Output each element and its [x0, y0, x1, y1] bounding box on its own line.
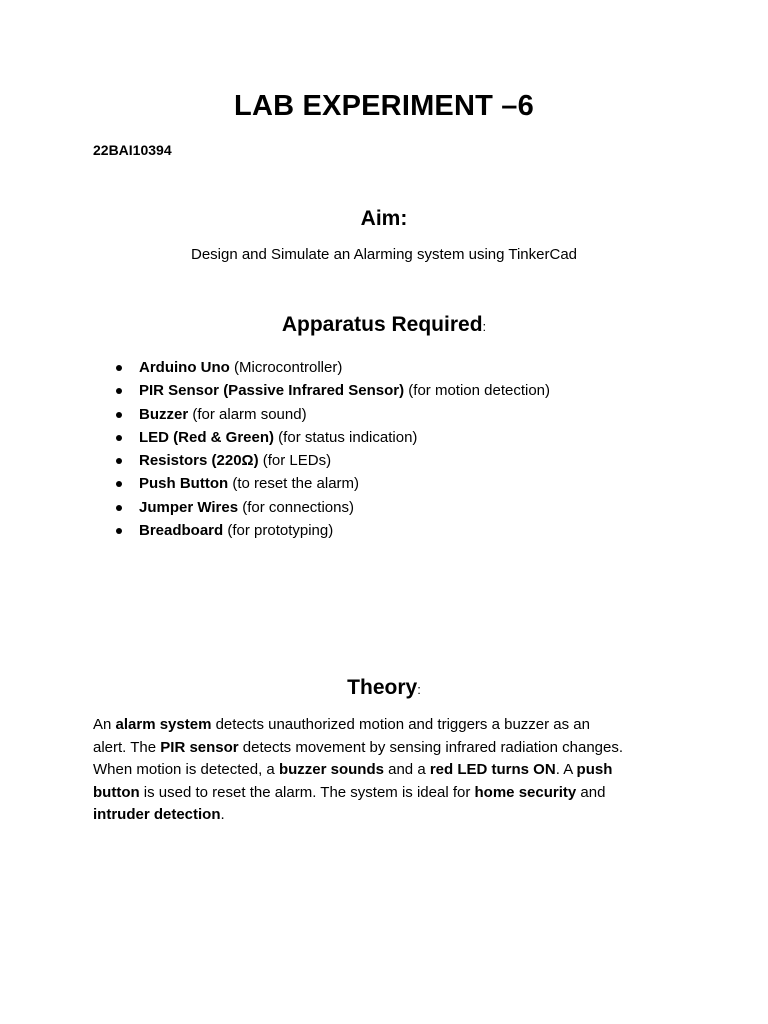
list-item: [113, 472, 550, 495]
list-item: [113, 403, 550, 426]
bold-run: push: [576, 761, 613, 778]
theory-line: [93, 782, 683, 805]
bullet-icon: [116, 412, 122, 418]
list-item: [113, 426, 550, 449]
apparatus-list: [113, 356, 550, 542]
item-name: Arduino Uno: [139, 359, 230, 376]
bullet-icon: [116, 365, 122, 371]
item-name: Resistors (220Ω): [139, 452, 259, 470]
theory-heading-text: Theory: [347, 676, 418, 699]
item-name: Push Button: [139, 475, 229, 493]
bullet-icon: [116, 481, 122, 487]
text-run: . A: [555, 761, 577, 778]
bold-run: button: [93, 783, 140, 801]
bullet-icon: [116, 458, 122, 464]
item-desc: (for status indication): [274, 428, 418, 446]
roll-number: 22BAI10394: [93, 142, 172, 158]
apparatus-heading: [0, 311, 768, 341]
theory-line: [93, 737, 683, 760]
document-title: LAB EXPERIMENT –6: [234, 90, 534, 122]
item-name: PIR Sensor (Passive Infrared Sensor): [139, 382, 405, 400]
bold-run: PIR sensor: [160, 738, 239, 756]
list-item: [113, 496, 550, 519]
bullet-icon: [116, 435, 122, 441]
bold-run: home security: [474, 783, 577, 801]
theory-paragraph: [93, 714, 683, 827]
theory-line: [93, 759, 683, 782]
text-run: detects movement by sensing infrared radiation changes.: [238, 738, 624, 756]
theory-line: [93, 714, 683, 737]
text-run: When motion is detected, a: [93, 761, 279, 778]
apparatus-heading-colon: :: [482, 319, 487, 334]
bullet-icon: [116, 505, 122, 511]
list-item: [113, 356, 550, 379]
item-desc: (for alarm sound): [188, 405, 307, 423]
bold-run: buzzer sounds: [278, 761, 384, 778]
item-name: LED (Red & Green): [139, 428, 275, 446]
item-desc: (for prototyping): [223, 522, 334, 540]
bold-run: red LED turns ON: [429, 761, 556, 778]
theory-heading-colon: :: [417, 682, 421, 697]
list-item: [113, 379, 550, 402]
text-run: .: [220, 806, 225, 823]
text-run: alert. The: [93, 738, 161, 756]
theory-line: [93, 804, 683, 827]
text-run: An: [93, 716, 116, 733]
item-desc: (for motion detection): [404, 382, 551, 400]
bold-run: alarm system: [115, 716, 212, 733]
item-desc: (Microcontroller): [229, 359, 343, 376]
item-desc: (for connections): [238, 498, 354, 516]
bullet-icon: [116, 388, 122, 394]
text-run: is used to reset the alarm. The system is ideal for: [139, 783, 475, 801]
apparatus-heading-text: Apparatus Required: [281, 313, 483, 336]
text-run: detects unauthorized motion and triggers a buzzer as an: [211, 716, 590, 733]
text-run: and a: [383, 761, 430, 778]
bold-run: intruder detection: [93, 806, 221, 823]
text-run: and: [576, 783, 606, 801]
aim-text: Design and Simulate an Alarming system using TinkerCad: [190, 246, 578, 263]
list-item: [113, 449, 550, 472]
aim-heading: Aim:: [360, 207, 408, 230]
item-name: Jumper Wires: [139, 498, 239, 516]
item-name: Breadboard: [139, 522, 224, 540]
item-name: Buzzer: [139, 405, 189, 423]
item-desc: (to reset the alarm): [228, 475, 360, 493]
list-item: [113, 519, 550, 542]
theory-heading: [0, 674, 768, 704]
item-desc: (for LEDs): [258, 452, 332, 470]
bullet-icon: [116, 528, 122, 534]
